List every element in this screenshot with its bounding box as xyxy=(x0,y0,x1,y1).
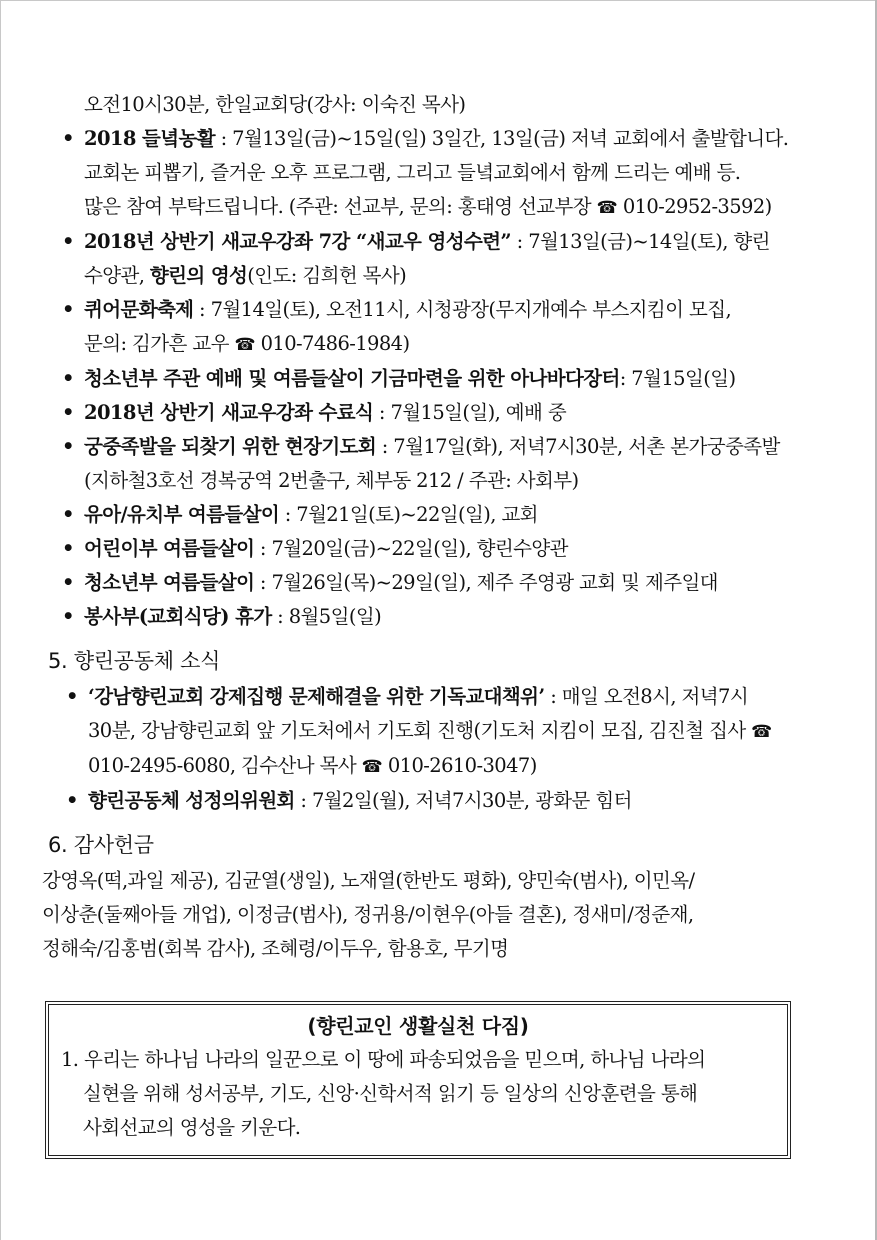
pledge-line: 사회선교의 영성을 키운다. xyxy=(83,1116,301,1139)
bullet-icon: • xyxy=(62,127,74,150)
bullet-icon: • xyxy=(66,685,78,708)
list-item: • ‘강남향린교회 강제집행 문제해결을 위한 기독교대책위’ : 매일 오전8시, 저녁7시 xyxy=(48,680,798,714)
list-item: • 청소년부 여름들살이 : 7월26일(목)~29일(일), 제주 주영광 교회 및 제주일대 xyxy=(48,566,798,600)
bullet-icon: • xyxy=(62,503,74,526)
list-item: • 유아/유치부 여름들살이 : 7월21일(토)~22일(일), 교회 xyxy=(48,498,798,532)
list-item-continued: 많은 참여 부탁드립니다. (주관: 선교부, 문의: 홍태영 선교부장 ☎ 010-2952-3592) xyxy=(84,195,772,218)
list-item-continued: 문의: 김가흔 교우 ☎ 010-7486-1984) xyxy=(84,332,410,355)
bullet-icon: • xyxy=(62,367,74,390)
thanks-line: 강영옥(떡,과일 제공), 김균열(생일), 노재열(한반도 평화), 양민숙(범사), 이민옥/ xyxy=(42,869,695,892)
list-item-continued: 수양관, 향린의 영성(인도: 김희헌 목사) xyxy=(84,264,407,287)
list-item: • 궁중족발을 되찾기 위한 현장기도회 : 7월17일(화), 저녁7시30분, 서촌 본가궁중족발 xyxy=(48,430,798,464)
page-border-top xyxy=(0,0,877,1)
pledge-line: 실현을 위해 성서공부, 기도, 신앙·신학서적 읽기 등 일상의 신앙훈련을 통해 xyxy=(83,1082,698,1105)
bullet-icon: • xyxy=(62,298,74,321)
bullet-icon: • xyxy=(62,230,74,253)
list-item-continued: 교회논 피뽑기, 즐거운 오후 프로그램, 그리고 들녘교회에서 함께 드리는 예배 등. xyxy=(84,161,741,184)
phone-icon: ☎ xyxy=(361,757,383,777)
bullet-icon: • xyxy=(66,789,78,812)
section-title-thanks-offering: 6. 감사헌금 xyxy=(48,833,154,857)
bullet-icon: • xyxy=(62,401,74,424)
list-item-continued: (지하철3호선 경복궁역 2번출구, 체부동 212 / 주관: 사회부) xyxy=(84,469,579,492)
bullet-icon: • xyxy=(62,571,74,594)
bullet-icon: • xyxy=(62,537,74,560)
phone-icon: ☎ xyxy=(596,198,618,218)
thanks-line: 정해숙/김홍범(회복 감사), 조혜령/이두우, 함용호, 무기명 xyxy=(42,937,509,960)
list-item-continued: 30분, 강남향린교회 앞 기도처에서 기도회 진행(기도처 지킴이 모집, 김진철 집사 ☎ xyxy=(88,719,772,742)
list-item: • 청소년부 주관 예배 및 여름들살이 기금마련을 위한 아나바다장터: 7월15일(일) xyxy=(48,362,798,396)
continued-line: 오전10시30분, 한일교회당(강사: 이숙진 목사) xyxy=(84,93,466,116)
phone-icon: ☎ xyxy=(234,335,256,355)
list-item: • 어린이부 여름들살이 : 7월20일(금)~22일(일), 향린수양관 xyxy=(48,532,798,566)
bullet-icon: • xyxy=(62,605,74,628)
pledge-box xyxy=(48,1004,788,1156)
page-border-left xyxy=(0,0,1,1240)
list-item: • 2018년 상반기 새교우강좌 7강 “새교우 영성수련” : 7월13일(금)~14일(토), 향린 xyxy=(48,225,798,259)
pledge-line: 1. 우리는 하나님 나라의 일꾼으로 이 땅에 파송되었음을 믿으며, 하나님 나라의 xyxy=(61,1048,706,1071)
list-item: • 2018 들녘농활 : 7월13일(금)~15일(일) 3일간, 13일(금) 저녁 교회에서 출발합니다. xyxy=(48,122,798,156)
phone-icon: ☎ xyxy=(751,722,772,742)
section-title-community: 5. 향린공동체 소식 xyxy=(48,649,221,673)
thanks-line: 이상춘(둘째아들 개업), 이정금(범사), 정귀용/이현우(아들 결혼), 정새미/정준재, xyxy=(42,903,694,926)
list-item: • 향린공동체 성정의위원회 : 7월2일(월), 저녁7시30분, 광화문 힘터 xyxy=(48,784,798,818)
community-news-list xyxy=(48,680,798,818)
list-item-continued: 010-2495-6080, 김수산나 목사 ☎ 010-2610-3047) xyxy=(88,754,537,777)
pledge-title: (향린교인 생활실천 다짐) xyxy=(307,1014,529,1038)
list-item: • 퀴어문화축제 : 7월14일(토), 오전11시, 시청광장(무지개예수 부스지킴이 모집, xyxy=(48,293,798,327)
list-item: • 봉사부(교회식당) 휴가 : 8월5일(일) xyxy=(48,600,798,634)
list-item: • 2018년 상반기 새교우강좌 수료식 : 7월15일(일), 예배 중 xyxy=(48,396,798,430)
bullet-icon: • xyxy=(62,435,74,458)
announcements xyxy=(42,88,798,966)
